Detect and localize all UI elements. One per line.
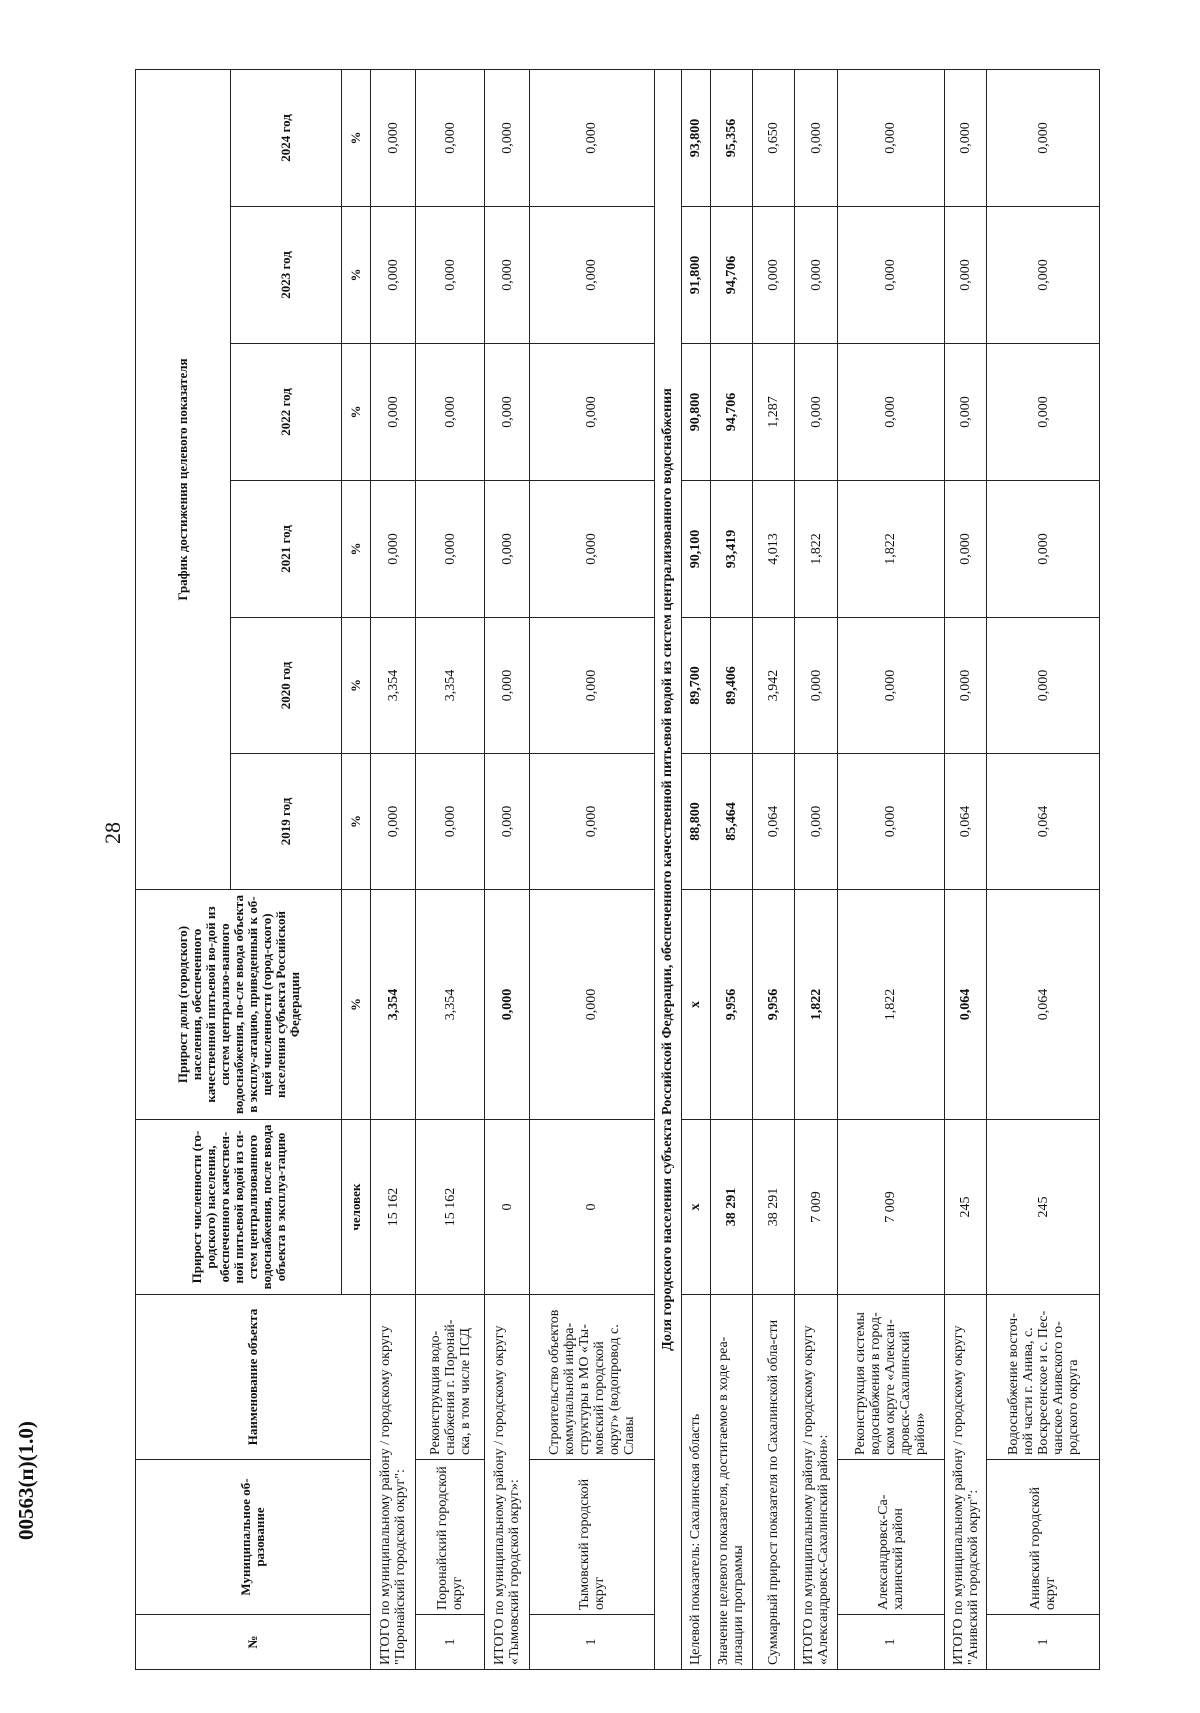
table-row (752, 69, 794, 1669)
year-cell: 0,000 (987, 481, 1100, 618)
year-cell: 0,000 (529, 207, 654, 344)
object-cell: Строительство объектов коммунальной инфра-структуры в МО «Ты-мовский городской округ» (водопровод с. Славы (529, 1295, 654, 1460)
year-cell: 0,000 (371, 344, 416, 481)
table-row (681, 69, 710, 1669)
year-cell: 0,000 (987, 207, 1100, 344)
year-cell: 0,650 (752, 69, 794, 206)
section-title: Доля городского населения субъекта Российской Федерации, обеспеченного качественной питьевой водой из систем централизованного водоснабжения (654, 69, 681, 1669)
share-cell: 0,064 (944, 890, 986, 1120)
people-cell: 38 291 (752, 1120, 794, 1295)
unit-people: человек (342, 1120, 371, 1295)
year-cell: 0,000 (529, 754, 654, 890)
section-row (654, 69, 681, 1669)
people-cell: 245 (944, 1120, 986, 1295)
share-cell: 0,000 (529, 890, 654, 1120)
year-cell: 4,013 (752, 481, 794, 618)
year-cell: 93,800 (681, 69, 710, 206)
year-cell: 90,800 (681, 344, 710, 481)
people-cell: 0 (529, 1120, 654, 1295)
page-number: 28 (100, 822, 125, 844)
year-cell: 0,000 (485, 754, 530, 890)
header-schedule: График достижения целевого показателя (136, 69, 231, 889)
share-cell: 3,354 (371, 890, 416, 1120)
year-cell: 0,064 (987, 754, 1100, 890)
table-row (371, 69, 416, 1669)
year-cell: 0,000 (944, 481, 986, 618)
year-cell: 0,000 (837, 69, 944, 206)
object-cell: Реконструкция водо-снабжения г. Поронай-ска, в том числе ПСД (416, 1295, 485, 1460)
table-row (529, 69, 654, 1669)
year-cell: 0,000 (416, 69, 485, 206)
year-cell: 0,000 (837, 754, 944, 890)
unit-pct: % (342, 481, 371, 618)
unit-pct: % (342, 890, 371, 1120)
year-cell: 93,419 (710, 481, 752, 618)
year-cell: 90,100 (681, 481, 710, 618)
table-row (485, 69, 530, 1669)
year-cell: 0,064 (752, 754, 794, 890)
header-object: Наименование объекта (136, 1295, 371, 1460)
header-growth-people: Прирост численности (го-родского) населения, обеспеченного качествен-ной питьевой водой из си-стем централизованного водоснабжения, после ввода объекта в эксплуа-тацию (136, 1120, 342, 1295)
year-cell: 0,000 (837, 207, 944, 344)
share-cell: 1,822 (795, 890, 837, 1120)
year-cell: 0,000 (485, 481, 530, 618)
table-row (944, 69, 986, 1669)
year-cell: 89,700 (681, 618, 710, 754)
year-cell: 0,064 (944, 754, 986, 890)
unit-pct: % (342, 754, 371, 890)
share-cell: 1,822 (837, 890, 944, 1120)
year-cell: 1,287 (752, 344, 794, 481)
year-cell: 0,000 (795, 344, 837, 481)
year-cell: 0,000 (795, 207, 837, 344)
year-cell: 1,822 (795, 481, 837, 618)
year-cell: 0,000 (485, 618, 530, 754)
year-cell: 0,000 (529, 618, 654, 754)
year-cell: 0,000 (416, 481, 485, 618)
people-cell: 245 (987, 1120, 1100, 1295)
share-cell: 0,064 (987, 890, 1100, 1120)
year-cell: 0,000 (485, 207, 530, 344)
row-label: Значение целевого показателя, достигаемое в ходе реа-лизации программы (710, 1295, 752, 1670)
object-cell: Водоснабжение восточ-ной части г. Анива, с. Воскресенское и с. Пес-чанское Анивского го-родского округа (987, 1295, 1100, 1460)
object-cell: Реконструкция системы водоснабжения в город-ском округе «Алексан-дровск-Сахалинский район» (837, 1295, 944, 1460)
year-cell: 0,000 (529, 69, 654, 206)
people-cell: 15 162 (371, 1120, 416, 1295)
year-cell: 95,356 (710, 69, 752, 206)
share-cell: x (681, 890, 710, 1120)
header-municipality: Муниципальное об-разование (136, 1460, 371, 1615)
year-cell: 0,000 (529, 344, 654, 481)
year-cell: 0,000 (371, 207, 416, 344)
year-cell: 0,000 (371, 754, 416, 890)
year-cell: 94,706 (710, 207, 752, 344)
share-cell: 9,956 (710, 890, 752, 1120)
header-year: 2020 год (230, 618, 342, 754)
row-label: Суммарный прирост показателя по Сахалинской обла-сти (752, 1295, 794, 1670)
row-label: ИТОГО по муниципальному району / городскому округу "Поронайский городской округ": (371, 1295, 416, 1670)
table-row (710, 69, 752, 1669)
year-cell: 0,000 (752, 207, 794, 344)
row-label: Целевой показатель: Сахалинская область (681, 1295, 710, 1670)
year-cell: 85,464 (710, 754, 752, 890)
unit-pct: % (342, 207, 371, 344)
year-cell: 0,000 (837, 618, 944, 754)
row-number: 1 (987, 1615, 1100, 1670)
people-cell: 38 291 (710, 1120, 752, 1295)
year-cell: 0,000 (795, 618, 837, 754)
unit-pct: % (342, 618, 371, 754)
share-cell: 0,000 (485, 890, 530, 1120)
row-number: 1 (416, 1615, 485, 1670)
year-cell: 3,942 (752, 618, 794, 754)
municipality-cell: Анивский городской округ (987, 1460, 1100, 1615)
header-growth-share: Прирост доли (городского) населения, обеспеченного качественной питьевой во-дой из систем централизо-ванного водоснабжения, по-сле ввода объекта в эксплу-атацию, приведенный к об-щей численности (город-ского) населения субъекта Российской Федерации (136, 890, 342, 1120)
share-cell: 3,354 (416, 890, 485, 1120)
year-cell: 0,000 (529, 481, 654, 618)
year-cell: 0,000 (987, 618, 1100, 754)
header-year: 2022 год (230, 344, 342, 481)
year-cell: 0,000 (795, 754, 837, 890)
year-cell: 0,000 (944, 618, 986, 754)
unit-pct: % (342, 69, 371, 206)
header-no: № (136, 1615, 371, 1670)
target-indicator-table (135, 69, 1100, 1670)
year-cell: 89,406 (710, 618, 752, 754)
header-row-1 (136, 69, 231, 1669)
year-cell: 0,000 (987, 69, 1100, 206)
row-label: ИТОГО по муниципальному району / городскому округу «Александровск-Сахалинский район»: (795, 1295, 837, 1670)
table-row (987, 69, 1100, 1669)
table-row (837, 69, 944, 1669)
header-year: 2021 год (230, 481, 342, 618)
row-number: 1 (837, 1615, 944, 1670)
people-cell: 15 162 (416, 1120, 485, 1295)
table-row (416, 69, 485, 1669)
row-number: 1 (529, 1615, 654, 1670)
year-cell: 91,800 (681, 207, 710, 344)
year-cell: 0,000 (485, 69, 530, 206)
year-cell: 94,706 (710, 344, 752, 481)
header-year: 2024 год (230, 69, 342, 206)
year-cell: 0,000 (416, 754, 485, 890)
rotated-table-container (135, 70, 1100, 1670)
share-cell: 9,956 (752, 890, 794, 1120)
row-label: ИТОГО по муниципальному району / городскому округу "Анивский городской округ": (944, 1295, 986, 1670)
year-cell: 0,000 (416, 207, 485, 344)
municipality-cell: Тымовский городской округ (529, 1460, 654, 1615)
header-year: 2023 год (230, 207, 342, 344)
table-row (795, 69, 837, 1669)
year-cell: 0,000 (795, 69, 837, 206)
header-year: 2019 год (230, 754, 342, 890)
year-cell: 3,354 (416, 618, 485, 754)
year-cell: 0,000 (987, 344, 1100, 481)
year-cell: 3,354 (371, 618, 416, 754)
people-cell: 7 009 (795, 1120, 837, 1295)
row-label: ИТОГО по муниципальному району / городскому округу «Тымовский городской округ»: (485, 1295, 530, 1670)
year-cell: 0,000 (944, 69, 986, 206)
municipality-cell: Александровск-Са-халинский район (837, 1460, 944, 1615)
year-cell: 0,000 (944, 207, 986, 344)
year-cell: 0,000 (485, 344, 530, 481)
year-cell: 0,000 (944, 344, 986, 481)
year-cell: 1,822 (837, 481, 944, 618)
year-cell: 0,000 (837, 344, 944, 481)
year-cell: 88,800 (681, 754, 710, 890)
unit-pct: % (342, 344, 371, 481)
year-cell: 0,000 (371, 69, 416, 206)
people-cell: 0 (485, 1120, 530, 1295)
year-cell: 0,000 (371, 481, 416, 618)
year-cell: 0,000 (416, 344, 485, 481)
document-code: 00563(п)(1.0) (14, 1421, 38, 1540)
people-cell: 7 009 (837, 1120, 944, 1295)
municipality-cell: Поронайский городской округ (416, 1460, 485, 1615)
people-cell: x (681, 1120, 710, 1295)
